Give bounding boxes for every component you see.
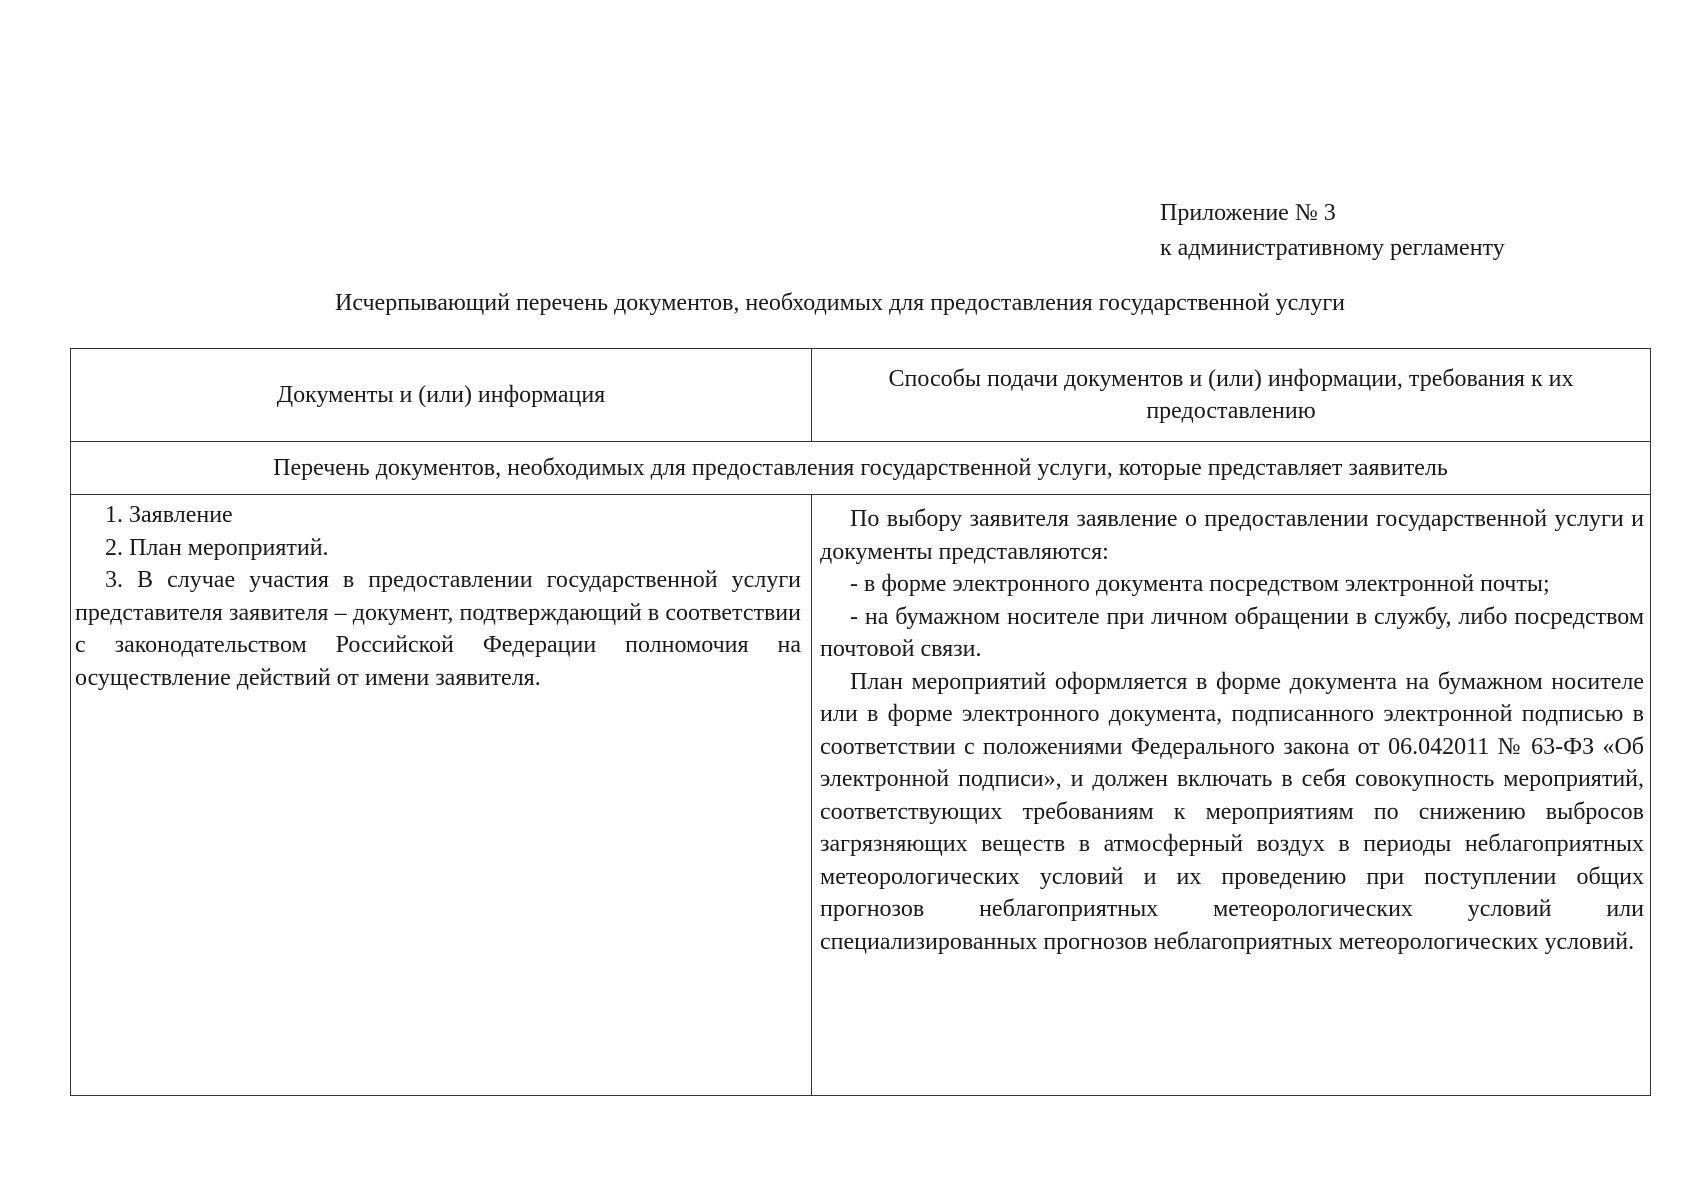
header-documents: Документы и (или) информация (71, 349, 812, 442)
document-title: Исчерпывающий перечень документов, необходимых для предоставления государственной услуги (334, 290, 1345, 316)
documents-cell (71, 495, 812, 1096)
section-title: Перечень документов, необходимых для предоставления государственной услуги, которые представляет заявитель (71, 442, 1651, 495)
method-paragraph: План мероприятий оформляется в форме документа на бумажном носителе или в форме электронного документа, подписанного электронной подписью в соответствии с положениями Федерального закона от 06.042011 № 63-ФЗ «Об электронной подписи», и должен включать в себя совокупность мероприятий, соответствующих требованиям к мероприятиям по снижению выбросов загрязняющих веществ в атмосферный воздух в периоды неблагоприятных метеорологических условий и их проведению при поступлении общих прогнозов неблагоприятных метеорологических условий или специализированных прогнозов неблагоприятных метеорологических условий. (820, 668, 1644, 955)
submission-methods-cell (812, 495, 1651, 1096)
table-header-row (71, 349, 1651, 442)
document-item: 3. В случае участия в предоставлении государственной услуги представителя заявителя – документ, подтверждающий в соответствии с законодательством Российской Федерации полномочия на осуществление действий от имени заявителя. (75, 567, 801, 691)
document-item: 2. План мероприятий. (105, 534, 329, 561)
table-body-row (71, 495, 1651, 1096)
documents-table (70, 348, 1651, 1096)
header-submission-methods: Способы подачи документов и (или) информации, требования к их предоставлению (812, 349, 1651, 442)
table-section-row (71, 442, 1651, 495)
method-paragraph: - на бумажном носителе при личном обращении в службу, либо посредством почтовой связи. (820, 603, 1644, 662)
method-paragraph: По выбору заявителя заявление о предоставлении государственной услуги и документы представляются: (820, 506, 1644, 565)
appendix-reference: к административному регламенту (1160, 235, 1505, 261)
document-item: 1. Заявление (105, 502, 233, 528)
appendix-number: Приложение № 3 (1160, 200, 1336, 226)
method-paragraph: - в форме электронного документа посредством электронной почты; (850, 571, 1550, 597)
appendix-header (1160, 196, 1505, 266)
